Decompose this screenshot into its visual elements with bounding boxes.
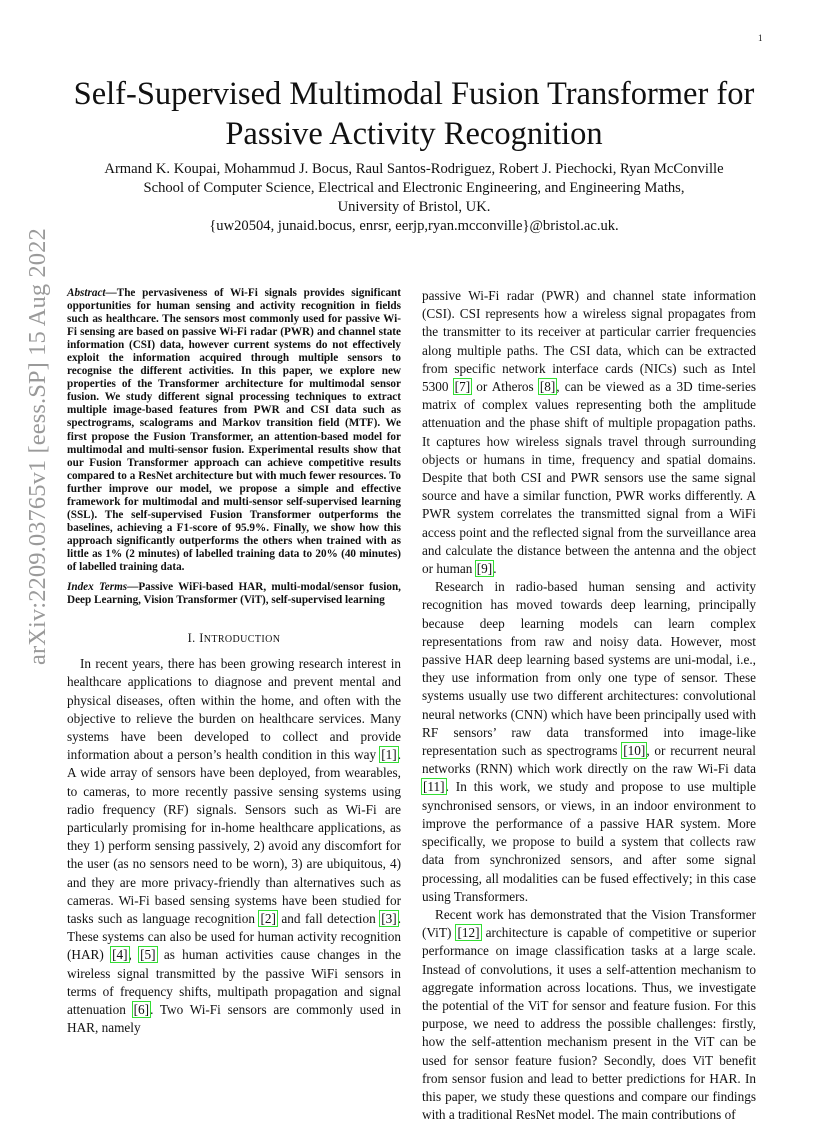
paragraph-text: , can be viewed as a 3D time-series matrix of complex values representing both the amplitude attenuation and the phase shift of multiple propagation paths. It captures how wireless signals travel through surrounding objects or humans in time, frequency and spatial domains. Despite that both CSI and PWR sensors use the same signal source and have a similar function, PWR works differently. A PWR system correlates the transmitted signal from a WiFi access point and the reflected signal from the surveillance area and calculate the distance between the antenna and the object or human bbox=[422, 379, 756, 577]
paragraph-text: , or recurrent neural networks (RNN) which work directly on the raw Wi-Fi data bbox=[422, 743, 756, 777]
right-column bbox=[422, 287, 756, 1124]
author-block bbox=[40, 160, 788, 236]
paragraph-text: and fall detection bbox=[276, 910, 381, 926]
citation-link[interactable]: [6] bbox=[133, 1001, 150, 1017]
paragraph-text: Research in radio-based human sensing and activity recognition has moved towards deep learning, principally because deep learning models can learn complex representations from raw and noisy data. However, most passive HAR deep learning based systems are uni-modal, i.e., they use information from only one type of sensor. These systems usually use two different architectures: convolutional neural networks (CNN) which have been principally used with RF sensors’ raw data transformed into image-like representation such as spectrograms bbox=[422, 579, 756, 759]
citation-link[interactable]: [11] bbox=[423, 779, 445, 795]
paragraph-text: as human activities cause changes in the wireless signal transmitted by the passive WiFi sensors in terms of frequency shifts, multipath propagation and signal attenuation bbox=[67, 947, 401, 1017]
abstract-label: Abstract bbox=[67, 287, 106, 299]
index-terms bbox=[67, 581, 401, 607]
section-title-rest: NTRODUCTION bbox=[203, 634, 281, 646]
citation-link[interactable]: [10] bbox=[623, 743, 646, 759]
index-terms-text: —Passive WiFi-based HAR, multi-modal/sensor fusion, Deep Learning, Vision Transformer (ViT), self-supervised learning bbox=[67, 581, 401, 607]
paragraph-text: , bbox=[128, 947, 140, 963]
paragraph-text: passive Wi-Fi radar (PWR) and channel state information (CSI). CSI represents how a wireless signal propagates from the transmitter to its receiver at particular carrier frequencies along multiple paths. The CSI data, which can be extracted from specific network interface cards (NICs) such as Intel 5300 bbox=[422, 288, 756, 395]
title-line-2: Passive Activity Recognition bbox=[225, 116, 603, 152]
citation-link[interactable]: [9] bbox=[476, 561, 493, 577]
paragraph-text: . A wide array of sensors have been deployed, from wearables, to cameras, to more recently passive sensing systems using radio frequency (RF) signals. Sensors such as Wi-Fi are particularly promising for in-home healthcare applications, as they 1) perform sensing passively, 2) avoid any discomfort for the user (as no sensors need to be worn), 3) are ubiquitous, 4) and they are more privacy-friendly than alternatives such as cameras. Wi-Fi based sensing systems have been studied for tasks such as language recognition bbox=[67, 747, 401, 926]
paragraph-text: . These systems can also be used for human activity recognition (HAR) bbox=[67, 910, 401, 963]
citation-link[interactable]: [3] bbox=[381, 910, 397, 926]
abstract bbox=[67, 287, 401, 574]
left-column bbox=[67, 287, 401, 1037]
citation-link[interactable]: [4] bbox=[112, 947, 128, 963]
index-terms-label: Index Terms bbox=[67, 581, 128, 594]
section-heading-introduction bbox=[67, 630, 401, 648]
body-paragraph-continued bbox=[422, 287, 756, 578]
paper-title bbox=[40, 74, 788, 154]
intro-paragraph-1 bbox=[67, 655, 401, 1037]
paragraph-text: . In this work, we study and propose to use multiple synchronised sensors, or views, in an indoor environment to improve the performance of a passive HAR system. More specifically, we propose to build a system that collects raw data from synchronized sensors, and after some signal processing, all modalities can be fused effectively; in this case using Transformers. bbox=[422, 779, 756, 904]
author-names: Armand K. Koupai, Mohammud J. Bocus, Raul Santos-Rodriguez, Robert J. Piechocki, Ryan McConville bbox=[104, 161, 724, 177]
citation-link[interactable]: [12] bbox=[457, 925, 480, 941]
paragraph-text: architecture is capable of competitive or superior performance on image classification tasks at a large scale. Instead of convolutions, it uses a self-attention mechanism to aggregate information across locations. Thus, we investigate the potential of the ViT for sensor and feature fusion. For this purpose, we need to address the possible challenges: firstly, how the self-attention mechanism present in the ViT can be used for sensor feature fusion? Secondly, does ViT benefit from sensor fusion and lead to better predictions for HAR. In this paper, we study these questions and compare our findings with a traditional ResNet model. The main contributions of bbox=[422, 925, 757, 1123]
citation-link[interactable]: [1] bbox=[381, 747, 397, 763]
university: University of Bristol, UK. bbox=[337, 199, 491, 215]
paragraph-text: . Two Wi-Fi sensors are commonly used in HAR, namely bbox=[67, 1001, 401, 1036]
citation-link[interactable]: [8] bbox=[539, 379, 556, 395]
paragraph-text: In recent years, there has been growing research interest in healthcare applications to diagnose and prevent mental and physical diseases, often within the home, and often with the objective to relieve the burden on healthcare services. Many systems have been developed to collect and provide information about a person’s health condition in this way bbox=[67, 656, 401, 763]
author-emails: {uw20504, junaid.bocus, enrsr, eerjp,ryan.mcconville}@bristol.ac.uk. bbox=[209, 218, 619, 234]
section-initial: I bbox=[199, 631, 204, 646]
paragraph-text: . bbox=[493, 561, 497, 577]
body-paragraph-research bbox=[422, 578, 756, 906]
citation-link[interactable]: [5] bbox=[140, 947, 156, 963]
affiliation: School of Computer Science, Electrical and Electronic Engineering, and Engineering Maths, bbox=[143, 180, 685, 196]
citation-link[interactable]: [7] bbox=[454, 379, 471, 395]
page-number: 1 bbox=[758, 33, 763, 43]
paragraph-text: or Atheros bbox=[471, 379, 539, 395]
body-paragraph-vit bbox=[422, 906, 756, 1124]
section-numeral: I. bbox=[187, 631, 200, 646]
paragraph-text: Recent work has demonstrated that the Vision Transformer (ViT) bbox=[422, 906, 756, 941]
title-line-1: Self-Supervised Multimodal Fusion Transformer for bbox=[73, 76, 755, 112]
citation-link[interactable]: [2] bbox=[260, 910, 276, 926]
arxiv-identifier: arXiv:2209.03765v1 [eess.SP] 15 Aug 2022 bbox=[24, 228, 51, 665]
abstract-text: —The pervasiveness of Wi-Fi signals provides significant opportunities for human sensing and activity recognition in fields such as healthcare. The sensors most commonly used for passive Wi-Fi sensing are based on passive Wi-Fi radar (PWR) and channel state information (CSI) data, however current systems do not effectively exploit the information acquired through multiple sensors to recognise the different activities. In this paper, we explore new properties of the Transformer architecture for multimodal sensor fusion. We study different signal processing techniques to extract multiple image-based features from PWR and CSI data such as spectrograms, scalograms and Markov transition field (MTF). We first propose the Fusion Transformer, an attention-based model for multimodal and multi-sensor fusion. Experimental results show that our Fusion Transformer approach can achieve competitive results compared to a ResNet architecture but with much fewer resources. To further improve our model, we propose a simple and effective framework for multimodal and multi-sensor self-supervised learning (SSL). The self-supervised Fusion Transformer outperforms the baselines, achieving a F1-score of 95.9%. Finally, we show how this approach significantly outperforms the others when trained with as little as 1% (2 minutes) of labelled training data to 20% (40 minutes) of labelled training data. bbox=[67, 287, 401, 573]
